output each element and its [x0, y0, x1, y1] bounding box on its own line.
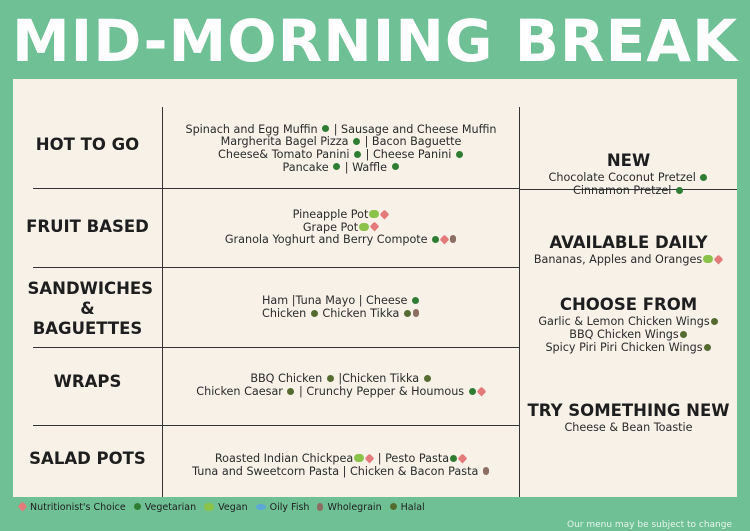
- heart-icon: [370, 222, 380, 232]
- menu-text: BBQ Chicken: [250, 372, 326, 386]
- vegetarian-icon: [322, 125, 329, 132]
- menu-text: Cheese& Tomato Panini: [218, 148, 354, 161]
- legend-label: Vegan: [215, 502, 248, 513]
- footer-note: Our menu may be subject to change: [566, 520, 732, 530]
- menu-line: [520, 341, 737, 354]
- category-wraps: WRAPS: [53, 372, 122, 391]
- vegetarian-icon: [392, 163, 399, 170]
- vegetarian-icon: [450, 455, 457, 462]
- vegetarian-icon: [432, 236, 439, 243]
- menu-text: Chicken Tikka: [318, 307, 403, 320]
- heart-icon: [380, 209, 390, 219]
- section-items: [520, 315, 737, 354]
- menu-text: BBQ Chicken Wings: [569, 328, 679, 341]
- legend-item: [316, 502, 381, 513]
- category-salad-pots: SALAD POTS: [29, 449, 146, 468]
- menu-line: [520, 421, 737, 434]
- menu-line: [262, 308, 420, 321]
- menu-line: [520, 171, 737, 184]
- halal-icon: [424, 375, 431, 382]
- category-fruit-based: FRUIT BASED: [26, 217, 149, 236]
- legend-item: [389, 502, 425, 513]
- menu-text: Spinach and Egg Muffin: [185, 122, 322, 136]
- legend-item: [203, 502, 248, 513]
- category-sandwiches: [13, 279, 162, 338]
- vegan-icon: [369, 210, 379, 218]
- vegetarian-icon: [353, 138, 360, 145]
- menu-panel: [13, 79, 737, 497]
- items-fruit-based: [163, 205, 519, 251]
- wholegrain-icon: [317, 503, 323, 511]
- fish-icon: [256, 504, 266, 510]
- section-new: [520, 151, 737, 197]
- vegetarian-icon: [134, 503, 141, 510]
- legend-item: [255, 502, 310, 513]
- wholegrain-icon: [450, 235, 456, 243]
- legend: [18, 502, 432, 513]
- section-available-daily: [520, 233, 737, 266]
- menu-text: Garlic & Lemon Chicken Wings: [538, 315, 710, 328]
- vegetarian-icon: [354, 151, 361, 158]
- items-salad-pots: [163, 449, 519, 483]
- halal-icon: [711, 318, 718, 325]
- heart-icon: [458, 453, 468, 463]
- section-heading: AVAILABLE DAILY: [549, 233, 708, 252]
- menu-line: [225, 234, 457, 247]
- items-hot-to-go: [163, 119, 519, 179]
- menu-line: [520, 328, 737, 341]
- menu-text: | Waffle: [341, 160, 391, 174]
- category-hot-to-go: HOT TO GO: [35, 135, 140, 154]
- section-heading: NEW: [606, 151, 651, 170]
- menu-text: | Cheese Panini: [362, 148, 455, 161]
- menu-line: [282, 162, 399, 175]
- vegetarian-icon: [469, 388, 476, 395]
- menu-text: Granola Yoghurt and Berry Compote: [224, 233, 432, 247]
- section-heading: CHOOSE FROM: [559, 295, 698, 314]
- menu-text: Pancake: [282, 160, 333, 174]
- vegetarian-icon: [456, 151, 463, 158]
- halal-icon: [287, 388, 294, 395]
- menu-text: | Sausage and Cheese Muffin: [330, 122, 497, 136]
- halal-icon: [327, 375, 334, 382]
- section-heading: TRY SOMETHING NEW: [527, 401, 730, 420]
- menu-line: [192, 466, 490, 479]
- vegan-icon: [703, 255, 713, 263]
- vegetarian-icon: [333, 163, 340, 170]
- divider: [33, 425, 519, 426]
- heart-icon: [440, 234, 450, 244]
- menu-line: [520, 253, 737, 266]
- menu-text: Tuna and Sweetcorn Pasta | Chicken & Bacon Pasta: [192, 465, 482, 478]
- heart-icon: [714, 254, 724, 264]
- divider: [33, 267, 519, 268]
- menu-text: Bananas, Apples and Oranges: [533, 253, 703, 266]
- menu-text: Chicken: [262, 307, 310, 320]
- menu-text: Cheese & Bean Toastie: [564, 421, 693, 434]
- menu-text: Spicy Piri Piri Chicken Wings: [545, 341, 703, 354]
- menu-text: |Chicken Tikka: [334, 372, 423, 386]
- section-items: [520, 253, 737, 266]
- vegetarian-icon: [676, 187, 683, 194]
- menu-text: Chicken Caesar: [196, 385, 287, 398]
- menu-text: Ham |Tuna Mayo | Cheese: [261, 294, 411, 308]
- vegan-icon: [204, 503, 214, 511]
- items-wraps: [163, 369, 519, 403]
- vegan-icon: [359, 223, 369, 231]
- page-title: MID-MORNING BREAK: [11, 7, 739, 75]
- vegetarian-icon: [412, 297, 419, 304]
- menu-line: [520, 184, 737, 197]
- menu-text: | Bacon Baguette: [361, 135, 462, 149]
- vegan-icon: [354, 454, 364, 462]
- menu-text: Chocolate Coconut Pretzel: [548, 171, 700, 184]
- divider: [33, 188, 519, 189]
- menu-line: [196, 386, 485, 399]
- menu-text: Margherita Bagel Pizza: [220, 135, 353, 149]
- halal-icon: [390, 503, 397, 510]
- halal-icon: [704, 344, 711, 351]
- halal-icon: [311, 310, 318, 317]
- section-try-something-new: [520, 401, 737, 434]
- menu-text: | Crunchy Pepper & Houmous: [295, 385, 468, 398]
- halal-icon: [404, 310, 411, 317]
- menu-text: Grape Pot: [302, 220, 359, 234]
- legend-label: Halal: [397, 502, 425, 513]
- menu-text: Roasted Indian Chickpea: [214, 452, 354, 466]
- category-label: SANDWICHES & BAGUETTES: [27, 279, 154, 338]
- menu-text: | Pesto Pasta: [374, 452, 450, 466]
- legend-label: Oily Fish: [266, 502, 310, 513]
- vegetarian-icon: [700, 174, 707, 181]
- section-items: [520, 421, 737, 434]
- menu-text: Cinnamon Pretzel: [573, 184, 675, 197]
- section-items: [520, 171, 737, 197]
- heart-icon: [476, 386, 486, 396]
- heart-icon: [18, 502, 28, 512]
- menu-line: [520, 315, 737, 328]
- legend-item: [133, 502, 196, 513]
- menu-text: Pineapple Pot: [292, 208, 369, 222]
- wholegrain-icon: [413, 309, 419, 317]
- halal-icon: [680, 331, 687, 338]
- legend-label: Vegetarian: [141, 502, 197, 513]
- wholegrain-icon: [483, 467, 489, 475]
- section-choose-from: [520, 295, 737, 354]
- items-sandwiches: [163, 291, 519, 325]
- divider: [33, 347, 519, 348]
- legend-label: Wholegrain: [324, 502, 382, 513]
- legend-label: Nutritionist's Choice: [27, 502, 126, 513]
- legend-item: [18, 502, 126, 513]
